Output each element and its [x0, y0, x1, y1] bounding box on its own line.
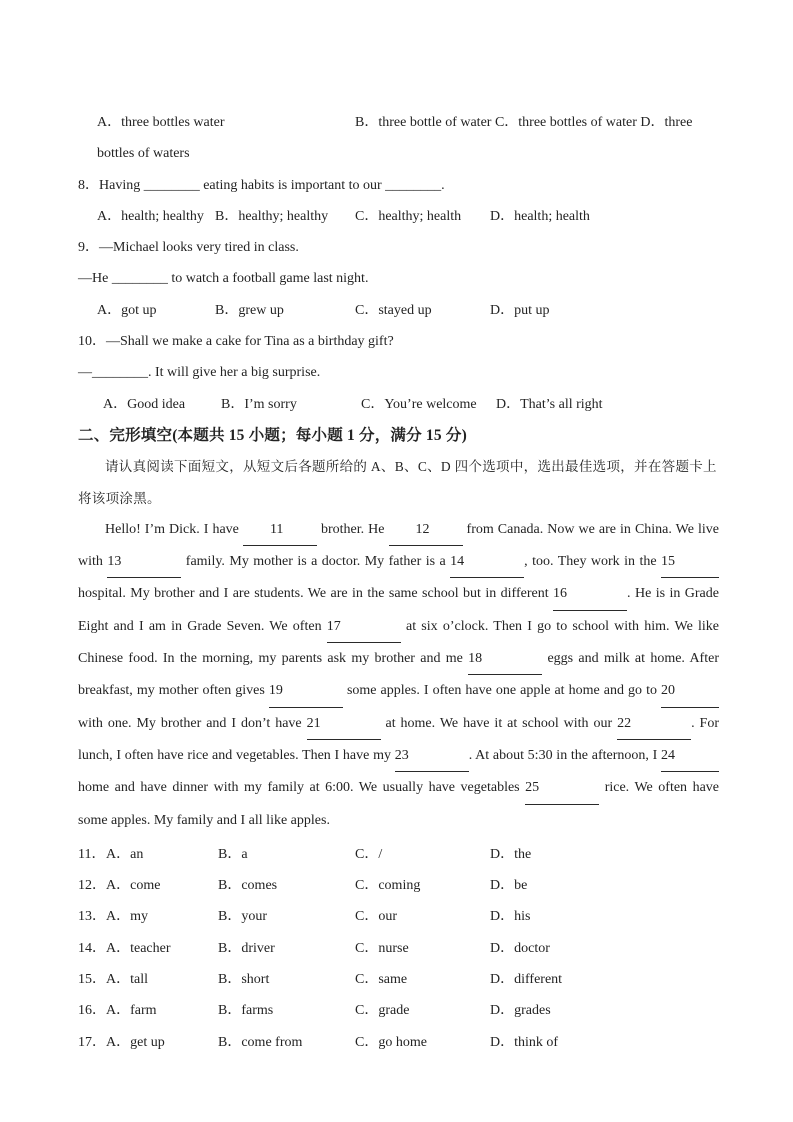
- cloze-option-a: A．get up: [106, 1034, 165, 1050]
- q10-reply: —________. It will give her a big surprise.: [78, 365, 321, 381]
- q9-option-d: D．put up: [490, 302, 550, 318]
- cloze-blank-17: 17: [327, 611, 401, 643]
- q10-option-d: D．That’s all right: [496, 396, 603, 412]
- cloze-option-d: D．be: [490, 878, 528, 894]
- q10-option-a: A．Good idea: [103, 396, 186, 412]
- q7-options-line: [78, 107, 719, 138]
- cloze-blank-12: 12: [389, 514, 463, 546]
- cloze-option-d: D．different: [490, 972, 563, 988]
- cloze-option-b: B．short: [218, 972, 270, 988]
- cloze-option-c: C．coming: [355, 878, 421, 894]
- cloze-option-d: D．his: [490, 909, 531, 925]
- q7-options-bcd: B．three bottle of water C．three bottles of water D．three: [355, 115, 693, 130]
- cloze-blank-24: 24: [661, 740, 719, 772]
- passage-line: Chinese food. In the morning, my parents ask my brother and me 18 eggs and milk at home. After: [78, 643, 719, 675]
- cloze-blank-21: 21: [307, 708, 381, 740]
- passage-line: home and have dinner with my family at 6:00. We usually have vegetables 25 rice. We often have: [78, 772, 719, 804]
- cloze-option-a: A．farm: [106, 1003, 157, 1019]
- cloze-option-b: B．farms: [218, 1003, 274, 1019]
- q9-options-row: [78, 295, 719, 326]
- cloze-option-a: A．my: [106, 909, 148, 925]
- question-number: 16．: [78, 1003, 106, 1019]
- q8-options-row: [78, 201, 719, 232]
- passage-line: Eight and I am in Grade Seven. We often 17 at six o’clock. Then I go to school with him. We like: [78, 611, 719, 643]
- cloze-blank-13: 13: [107, 546, 181, 578]
- passage-line: Hello! I’m Dick. I have 11 brother. He 12 from Canada. Now we are in China. We live: [78, 514, 719, 546]
- passage-line: some apples. My family and I all like apples.: [78, 812, 330, 828]
- section2-instructions-line2: 将该项涂黑。: [78, 490, 161, 506]
- q8-option-b: B．healthy; healthy: [215, 208, 329, 224]
- q8-stem: 8．Having ________ eating habits is important to our ________.: [78, 177, 445, 193]
- section2-title: 二、完形填空(本题共 15 小题；每小题 1 分，满分 15 分): [78, 426, 467, 444]
- cloze-option-d: D．grades: [490, 1003, 551, 1019]
- cloze-blank-22: 22: [617, 708, 691, 740]
- passage-line: with one. My brother and I don’t have 21 at home. We have it at school with our 22 . For: [78, 708, 719, 740]
- section2-instructions-line1: 请认真阅读下面短文，从短文后各题所给的 A、B、C、D 四个选项中，选出最佳选项，并在答题卡上: [105, 459, 717, 475]
- cloze-option-row: [78, 995, 719, 1026]
- q10-options-row: [78, 389, 719, 420]
- cloze-option-row: [78, 964, 719, 995]
- cloze-option-c: C．/: [355, 846, 383, 862]
- cloze-blank-14: 14: [450, 546, 524, 578]
- q9-reply: —He ________ to watch a football game last night.: [78, 271, 369, 287]
- cloze-option-a: A．come: [106, 878, 161, 894]
- cloze-blank-23: 23: [395, 740, 469, 772]
- cloze-blank-19: 19: [269, 675, 343, 707]
- q7-option-a: A．three bottles water: [97, 115, 225, 130]
- question-number: 15．: [78, 972, 106, 988]
- question-number: 17．: [78, 1034, 106, 1050]
- q9-option-a: A．got up: [97, 302, 157, 318]
- cloze-blank-11: 11: [243, 514, 317, 546]
- cloze-options-grid: [78, 839, 719, 1058]
- cloze-blank-25: 25: [525, 772, 599, 804]
- q10-option-b: B．I’m sorry: [221, 396, 297, 412]
- cloze-option-d: D．think of: [490, 1034, 559, 1050]
- cloze-option-row: [78, 901, 719, 932]
- question-number: 11．: [78, 846, 106, 862]
- cloze-blank-16: 16: [553, 578, 627, 610]
- q10-stem: 10．—Shall we make a cake for Tina as a birthday gift?: [78, 334, 394, 350]
- cloze-option-row: [78, 839, 719, 870]
- cloze-option-b: B．come from: [218, 1034, 303, 1050]
- q8-option-a: A．health; healthy: [97, 208, 204, 224]
- passage-line: hospital. My brother and I are students. We are in the same school but in different 16 . He is in Grade: [78, 578, 719, 610]
- cloze-option-b: B．comes: [218, 878, 278, 894]
- cloze-blank-15: 15: [661, 546, 719, 578]
- cloze-blank-18: 18: [468, 643, 542, 675]
- cloze-option-c: C．nurse: [355, 940, 409, 956]
- cloze-option-c: C．grade: [355, 1003, 410, 1019]
- cloze-option-row: [78, 870, 719, 901]
- passage-line: with 13 family. My mother is a doctor. My father is a 14 , too. They work in the 15: [78, 546, 719, 578]
- q9-stem: 9．—Michael looks very tired in class.: [78, 240, 299, 256]
- q9-option-c: C．stayed up: [355, 302, 432, 318]
- cloze-option-b: B．a: [218, 846, 248, 862]
- cloze-option-b: B．driver: [218, 940, 275, 956]
- page-content: [78, 107, 719, 1058]
- cloze-passage: [78, 514, 719, 836]
- cloze-option-row: [78, 933, 719, 964]
- q8-option-c: C．healthy; health: [355, 208, 462, 224]
- cloze-option-row: [78, 1027, 719, 1058]
- cloze-option-c: C．same: [355, 972, 408, 988]
- cloze-option-d: D．the: [490, 846, 532, 862]
- q9-option-b: B．grew up: [215, 302, 284, 318]
- q10-option-c: C．You’re welcome: [361, 396, 477, 412]
- cloze-option-a: A．tall: [106, 972, 148, 988]
- cloze-option-a: A．an: [106, 846, 144, 862]
- cloze-option-c: C．go home: [355, 1034, 427, 1050]
- q7-option-d-continuation: bottles of waters: [97, 146, 190, 162]
- passage-line: breakfast, my mother often gives 19 some apples. I often have one apple at home and go to 20: [78, 675, 719, 707]
- cloze-option-d: D．doctor: [490, 940, 550, 956]
- passage-line: lunch, I often have rice and vegetables. Then I have my 23 . At about 5:30 in the afternoon, I 24: [78, 740, 719, 772]
- cloze-option-b: B．your: [218, 909, 267, 925]
- cloze-option-c: C．our: [355, 909, 397, 925]
- question-number: 13．: [78, 909, 106, 925]
- q8-option-d: D．health; health: [490, 208, 590, 224]
- cloze-option-a: A．teacher: [106, 940, 171, 956]
- cloze-blank-20: 20: [661, 675, 719, 707]
- question-number: 12．: [78, 878, 106, 894]
- question-number: 14．: [78, 940, 106, 956]
